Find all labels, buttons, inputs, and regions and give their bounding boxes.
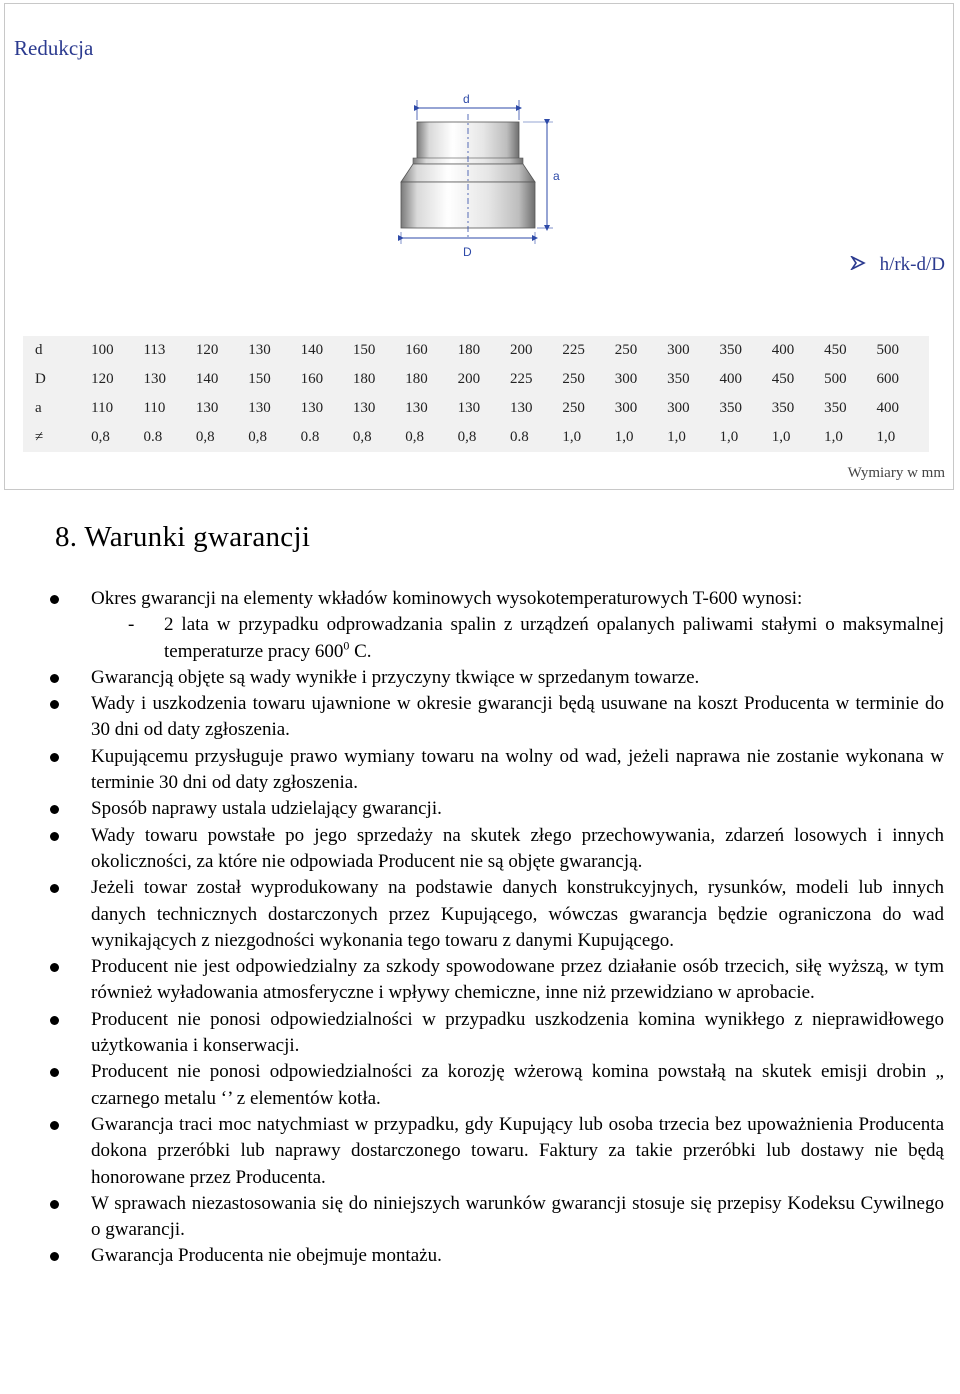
list-item-text: Gwarancją objęte są wady wynikłe i przyczyny tkwiące w sprzedanym towarze. — [91, 666, 700, 688]
table-cell: 200 — [457, 371, 481, 387]
list-item — [0, 665, 960, 691]
reducer-diagram — [397, 86, 567, 261]
table-cell: 400 — [876, 400, 900, 416]
product-code-line — [850, 254, 945, 276]
dimension-D-label: D — [463, 245, 472, 259]
list-item-text: Gwarancja traci moc natychmiast w przypadku, gdy Kupujący lub osoba trzecia bez upoważnienia Producenta dokona przeróbki lub naprawy dostarczonego towaru. Faktury za takie przeróbki lub dostawy nie będą honorowane przez Producenta. — [91, 1113, 944, 1188]
table-cell: 1,0 — [824, 429, 843, 445]
table-cell: 250 — [562, 400, 585, 416]
bullet-icon — [50, 753, 59, 762]
table-cell: 500 — [824, 371, 847, 387]
table-cell: 130 — [300, 400, 324, 416]
table-cell: 110 — [91, 400, 114, 416]
section-title: 8. Warunki gwarancji — [55, 521, 311, 553]
list-item-text: Wady i uszkodzenia towaru ujawnione w okresie gwarancji będą usuwane na koszt Producenta w terminie do 30 dni od daty zgłoszenia. — [91, 693, 944, 741]
bullet-icon — [50, 805, 59, 814]
list-item-text: Wady towaru powstałe po jego sprzedaży na skutek złego przechowywania, zdarzeń losowych i innych okoliczności, za które nie odpowiada Producent nie są objęte gwarancją. — [91, 824, 944, 872]
table-row — [23, 423, 929, 452]
arrow-right-icon — [850, 256, 866, 275]
list-item-text: Jeżeli towar został wyprodukowany na podstawie danych konstrukcyjnych, rysunków, modeli lub innych danych technicznych dostarczonych przez Kupującego, wówczas gwarancja będzie ograniczona do wad wynikających z niezgodności wykonania tego towaru z danymi Kupującego. — [91, 877, 944, 951]
table-cell: 200 — [510, 342, 533, 358]
row-label: d — [35, 342, 43, 358]
table-cell: 160 — [405, 342, 428, 358]
table-cell: 120 — [195, 342, 219, 358]
table-cell: 140 — [195, 371, 219, 387]
table-cell: 1,0 — [614, 429, 634, 445]
table-cell: 140 — [300, 342, 324, 358]
bullet-icon — [50, 884, 59, 893]
list-item-text: W sprawach niezastosowania się do niniejszych warunków gwarancji stosuje się przepisy Kodeksu Cywilnego o gwarancji. — [91, 1192, 944, 1241]
bullet-icon — [50, 1200, 59, 1209]
list-item-text: Producent nie ponosi odpowiedzialności w przypadku uszkodzenia komina wynikłego z nieprawidłowego użytkowania i konserwacji. — [91, 1008, 944, 1057]
row-label: ≠ — [35, 429, 44, 445]
bullet-icon — [50, 1068, 59, 1077]
table-cell: 250 — [614, 342, 638, 358]
table-cell: 1,0 — [667, 429, 686, 445]
table-cell: 300 — [614, 371, 638, 387]
list-item — [0, 744, 960, 797]
panel-title: Redukcja — [14, 36, 94, 60]
table-cell: 0,8 — [352, 429, 372, 445]
table-cell: 225 — [562, 342, 585, 358]
table-cell: 350 — [824, 400, 847, 416]
table-cell: 0.8 — [143, 429, 163, 445]
table-cell: 300 — [667, 400, 690, 416]
table-cell: 180 — [405, 371, 428, 387]
table-cell: 150 — [248, 371, 271, 387]
table-cell: 225 — [510, 371, 533, 387]
list-item-text: 2 lata w przypadku odprowadzania spalin z urządzeń opalanych paliwami stałymi o maksymalnej temperaturze pracy 600 — [164, 614, 944, 662]
table-row — [23, 394, 929, 423]
table-cell: 120 — [91, 371, 114, 387]
list-item — [0, 1112, 960, 1191]
table-cell: 0,8 — [91, 429, 110, 445]
list-item-text: Gwarancja Producenta nie obejmuje montażu. — [91, 1245, 442, 1267]
row-label: a — [35, 400, 42, 416]
bullet-icon — [50, 595, 59, 604]
table-cell: 130 — [510, 400, 533, 416]
table-cell: 1,0 — [876, 429, 896, 445]
table-cell: 500 — [876, 342, 900, 358]
table-cell: 0,8 — [248, 429, 267, 445]
superscript: 0 — [343, 638, 350, 653]
table-cell: 130 — [405, 400, 428, 416]
bullet-icon — [50, 1016, 59, 1025]
table-cell: 300 — [614, 400, 638, 416]
list-item — [0, 586, 960, 612]
table-cell: 110 — [143, 400, 166, 416]
list-item-text: C. — [349, 640, 372, 662]
table-cell: 130 — [248, 400, 271, 416]
dimensions-table — [23, 336, 929, 452]
table-cell: 450 — [824, 342, 847, 358]
table-cell: 400 — [719, 371, 742, 387]
list-item — [0, 796, 960, 822]
list-item — [0, 1059, 960, 1112]
list-item-text: Okres gwarancji na elementy wkładów kominowych wysokotemperaturowych T-600 wynosi: — [91, 588, 803, 609]
list-item-text: Kupującemu przysługuje prawo wymiany towaru na wolny od wad, jeżeli naprawa nie zostanie wykonana w terminie 30 dni od daty zgłoszenia. — [91, 745, 944, 794]
table-cell: 350 — [719, 400, 742, 416]
bullet-icon — [50, 700, 59, 709]
bullet-icon — [50, 832, 59, 841]
bullet-icon — [50, 963, 59, 972]
table-cell: 180 — [352, 371, 376, 387]
table-cell: 0,8 — [405, 429, 425, 445]
table-cell: 1,0 — [771, 429, 791, 445]
table-cell: 600 — [876, 371, 900, 387]
list-item — [0, 691, 960, 744]
table-cell: 0.8 — [510, 429, 529, 445]
list-item — [0, 1191, 960, 1244]
table-cell: 250 — [562, 371, 585, 387]
table-cell: 130 — [457, 400, 481, 416]
list-item — [0, 823, 960, 876]
list-item-text: Producent nie ponosi odpowiedzialności za korozję wżerową komina powstałą na skutek emisji drobin „ czarnego metalu ‘’ z elementów kotła. — [91, 1061, 944, 1109]
table-cell: 400 — [771, 342, 795, 358]
table-cell: 100 — [91, 342, 114, 358]
list-item — [0, 1007, 960, 1060]
list-item — [0, 875, 960, 954]
bullet-icon — [50, 1121, 59, 1130]
warranty-list — [0, 586, 960, 1270]
table-cell: 0,8 — [457, 429, 477, 445]
table-cell: 1,0 — [719, 429, 739, 445]
unit-note: Wymiary w mm — [847, 465, 945, 481]
table-cell: 300 — [667, 342, 690, 358]
table-cell: 130 — [248, 342, 271, 358]
table-row — [23, 336, 929, 365]
dimension-a-label: a — [553, 169, 560, 183]
table-cell: 113 — [143, 342, 166, 358]
table-cell: 450 — [771, 371, 795, 387]
table-cell: 350 — [771, 400, 795, 416]
table-cell: 0,8 — [195, 429, 215, 445]
table-cell: 350 — [719, 342, 742, 358]
table-cell: 130 — [143, 371, 166, 387]
table-cell: 160 — [300, 371, 324, 387]
table-cell: 150 — [352, 342, 376, 358]
list-item — [0, 954, 960, 1007]
bullet-icon — [50, 1252, 59, 1261]
dimension-d-label: d — [463, 92, 470, 106]
product-panel — [4, 3, 954, 490]
list-subitem — [0, 612, 960, 665]
row-label: D — [35, 371, 46, 387]
table-row — [23, 365, 929, 394]
table-cell: 350 — [667, 371, 690, 387]
bullet-icon — [50, 674, 59, 683]
table-cell: 130 — [195, 400, 219, 416]
table-cell: 130 — [352, 400, 376, 416]
table-cell: 0.8 — [300, 429, 320, 445]
dash-marker: - — [128, 614, 135, 636]
table-cell: 180 — [457, 342, 481, 358]
product-code: h/rk-d/D — [879, 254, 945, 275]
list-item-text: Producent nie jest odpowiedzialny za szkody spowodowane przez działanie osób trzecich, siłę wyższą, w tym również wyładowania atmosferyczne i wpływy chemiczne, inne niż przewidziano w aprobacie. — [91, 956, 944, 1004]
table-cell: 1,0 — [562, 429, 582, 445]
list-item — [0, 1243, 960, 1269]
list-item-text: Sposób naprawy ustala udzielający gwarancji. — [91, 798, 442, 820]
